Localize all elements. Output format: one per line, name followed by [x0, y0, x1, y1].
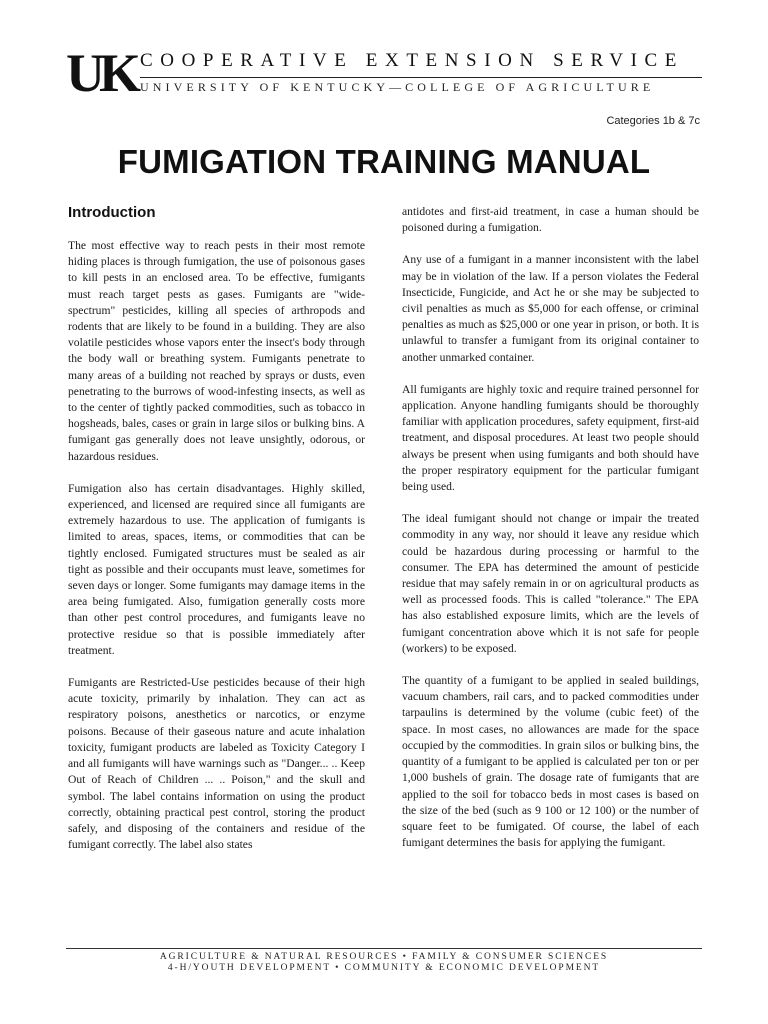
right-column	[402, 204, 699, 867]
left-column	[68, 204, 365, 869]
paragraph: Fumigation also has certain disadvantages. Highly skilled, experienced, and licensed are required since all fumigants are extremely hazardous to use. The application of fumigants is limited to areas, spaces, items, or commodities that can be tightly enclosed. Fumigated structures must be sealed as air tight as possible and their occupants must leave, sometimes for seven days or longer. Some fumigants may damage items in the area being fumigated. Also, fumigation generally costs more than other pest control procedures, and fumigants leave no protective residue so that is possible immediately after treatment.	[68, 481, 365, 657]
masthead-title: COOPERATIVE EXTENSION SERVICE	[140, 50, 684, 71]
paragraph: Any use of a fumigant in a manner inconsistent with the label may be in violation of the law. If a person violates the Federal Insecticide, Fungicide, and Act he or she may be subjected to civil penalties as much as $5,000 for each offense, or criminal penalties as much as $25,000 or one year in prison, or both. It is unlawful to transfer a fumigant from its original container to another unmarked container.	[402, 253, 699, 364]
paragraph: The quantity of a fumigant to be applied in sealed buildings, vacuum chambers, rail cars, and to packed commodities under tarpaulins is determined by the volume (cubic feet) of the space. In most cases, no allowances are made for the space occupied by the commodities. In grain silos or bulking bins, the quantity of a fumigant to be applied is calculated per ton or per 1,000 bushels of grain. The dosage rate of fumigants that are applied to the soil for tobacco beds in most cases is based on the size of the bed (such as 9 100 or 12 100) or the number of square feet to be fumigated. Of course, the label of each fumigant determines the basis for applying the fumigant.	[402, 674, 699, 850]
section-heading: Introduction	[68, 204, 156, 221]
footer-line-1: AGRICULTURE & NATURAL RESOURCES • FAMILY & CONSUMER SCIENCES	[159, 952, 609, 962]
footer-divider	[66, 948, 702, 949]
paragraph: The most effective way to reach pests in their most remote hiding places is through fumigation, the use of poisonous gases to kill pests in an enclosed area. To be effective, fumigants must reach target pests as gases. Fumigants are "wide-spectrum" pesticides, killing all species of arthropods and rodents that are likely to be found in a building. They are also volatile pesticides whose vapors enter the insect's body through the body wall or breathing system. Fumigants penetrate to many areas of a building not reached by sprays or dusts, even penetrating to the burrows of wood-infesting insects, as well as to the center of tightly packed commodities, such as tobacco in hogsheads, bales, cases or grain in large silos or bulking bins. A fumigant gas generally does not leave unsightly, odorous, or hazardous residues.	[68, 239, 365, 463]
footer-line-2: 4-H/YOUTH DEVELOPMENT • COMMUNITY & ECONOMIC DEVELOPMENT	[167, 963, 601, 973]
uk-logo: UK	[66, 43, 135, 103]
masthead-divider	[140, 77, 702, 78]
categories-label: Categories 1b & 7c	[606, 115, 700, 127]
masthead-subtitle: UNIVERSITY OF KENTUCKY—COLLEGE OF AGRICULTURE	[140, 80, 655, 94]
page-title: FUMIGATION TRAINING MANUAL	[117, 143, 651, 180]
paragraph: The ideal fumigant should not change or impair the treated commodity in any way, nor should it leave any residue which could be hazardous during processing or harmful to the consumer. The EPA has determined the amount of pesticide residue that may safely remain in or on agricultural products as well as processed foods. This is called "tolerance." The EPA has also established exposure limits, which are the levels of fumigant concentration above which it is not safe for people (workers) to be exposed.	[402, 512, 699, 655]
paragraph: All fumigants are highly toxic and require trained personnel for application. Anyone handling fumigants should be thoroughly familiar with application procedures, safety equipment, first-aid treatment, and disposal procedures. At least two people should always be present when using fumigants and both should have the proper respiratory equipment for the particular fumigant being used.	[402, 382, 699, 494]
paragraph: Fumigants are Restricted-Use pesticides because of their high acute toxicity, primarily by inhalation. They can act as respiratory poisons, anesthetics or narcotics, or enzyme poisons. Because of their gaseous nature and acute inhalation toxicity, fumigant products are labeled as Toxicity Category I and all fumigants will have warnings such as "Danger... .. Keep Out of Reach of Children ... .. Poison," and the skull and symbol. The label contains information on using the product correctly, obtaining practical pest control, storing the product safely, and disposing of the containers and residue of the fumigant correctly. The label also states	[68, 676, 365, 852]
paragraph: antidotes and first-aid treatment, in case a human should be poisoned during a fumigation.	[402, 205, 699, 235]
